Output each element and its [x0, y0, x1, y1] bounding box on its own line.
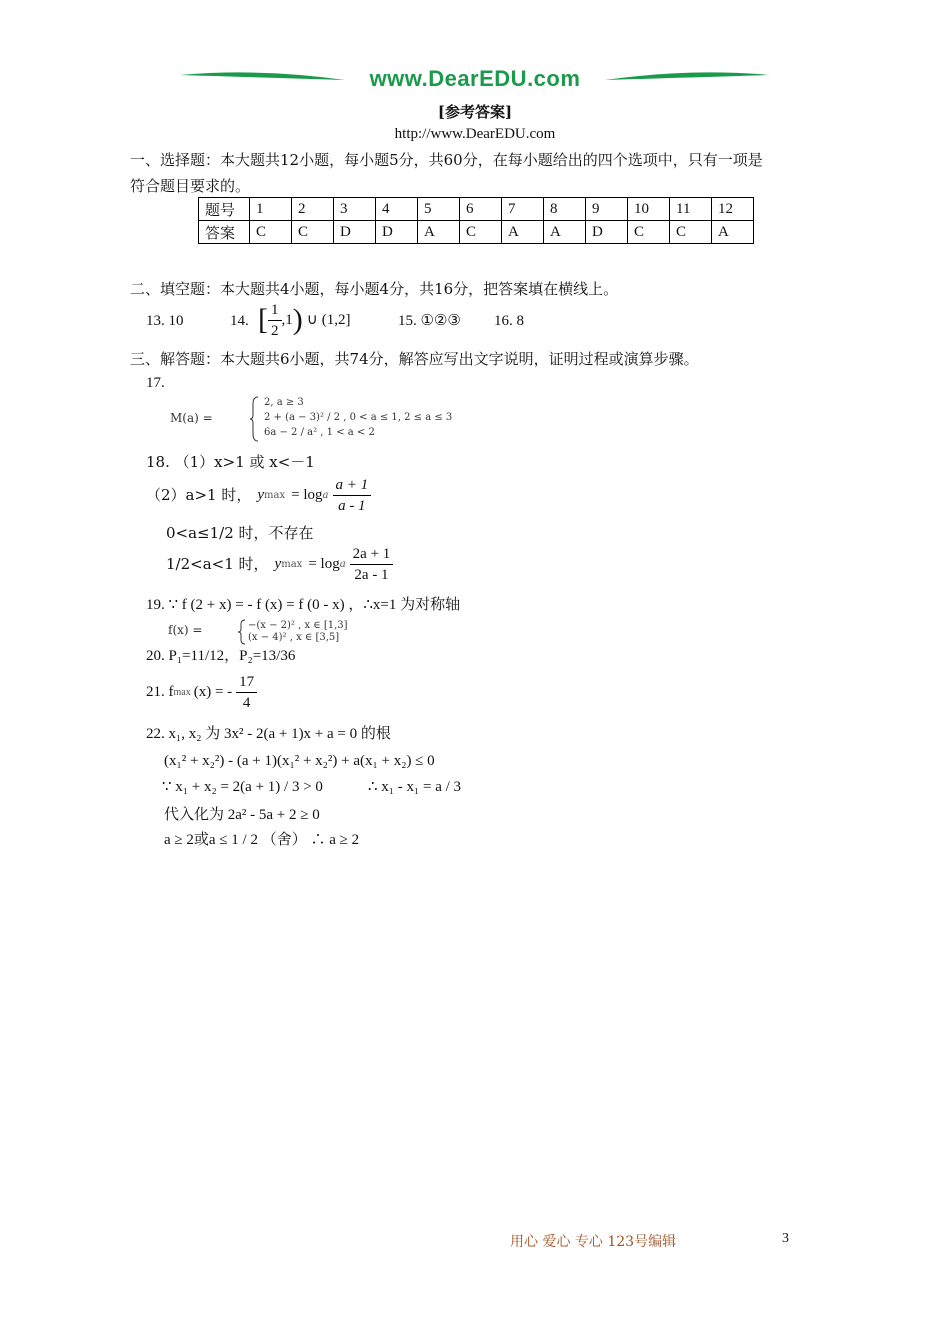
max-subscript: max	[281, 558, 303, 570]
left-bracket: [	[258, 303, 268, 336]
table-cell: C	[460, 221, 502, 244]
union-symbol: ∪	[306, 312, 318, 328]
table-cell: 5	[418, 198, 460, 221]
fraction	[268, 300, 282, 341]
table-cell: A	[418, 221, 460, 244]
q18-part1: 18. （1）x>1 或 x<－1	[146, 453, 315, 471]
table-cell: C	[250, 221, 292, 244]
q19-case-1: −(x − 2)² , x ∈ [1,3]	[248, 620, 348, 631]
q19-condition: 19. ∵ f (2 + x) = - f (x) = f (0 - x) ，	[146, 597, 364, 613]
answer-15: 15. ①②③	[398, 313, 461, 329]
answer-14-label: 14.	[230, 313, 249, 329]
q19-piecewise	[168, 619, 488, 645]
q22-line3b: ∴ x₁ - x₁ = a / 3	[368, 779, 462, 795]
q22-line5: a ≥ 2或a ≤ 1 / 2 （舍） ∴ a ≥ 2	[164, 832, 360, 848]
table-cell: 10	[628, 198, 670, 221]
banner-text: www.DearEDU.com	[369, 66, 581, 91]
table-cell: 3	[334, 198, 376, 221]
y-symbol: y	[274, 556, 282, 572]
denominator: a - 1	[338, 497, 366, 514]
q17-lhs: M(a) =	[170, 411, 213, 425]
q20: 20. P₁=11/12，P₂=13/36	[146, 648, 296, 664]
table-cell: 9	[586, 198, 628, 221]
fraction	[333, 475, 372, 516]
q17-piecewise	[170, 396, 590, 442]
numerator: 2a + 1	[350, 544, 394, 565]
table-cell: 4	[376, 198, 418, 221]
table-cell: C	[670, 221, 712, 244]
table-cell: 8	[544, 198, 586, 221]
q17-case-2: 2 + (a − 3)² / 2 , 0 < a ≤ 1, 2 ≤ a ≤ 3	[264, 412, 453, 423]
fraction	[350, 544, 394, 585]
table-cell: 1	[250, 198, 292, 221]
table-cell: A	[712, 221, 754, 244]
max-subscript: max	[264, 489, 286, 501]
q21-mid: (x) = -	[193, 684, 233, 700]
q18-part3: 0<a≤1/2 时，不存在	[166, 524, 314, 542]
section1-line1: 一、选择题：本大题共12小题，每小题5分，共60分，在每小题给出的四个选项中，只有一项是	[130, 151, 763, 169]
denominator: 4	[242, 694, 251, 711]
section2-heading: 二、填空题：本大题共4小题，每小题4分，共16分，把答案填在横线上。	[130, 280, 619, 298]
footer-text: 用心 爱心 专心 123号编辑	[510, 1234, 677, 1250]
log-symbol: = log	[291, 487, 323, 503]
page-title: [参考答案]	[437, 103, 513, 121]
source-url[interactable]: http://www.DearEDU.com	[394, 126, 556, 142]
q19-conclusion: ∴x=1 为对称轴	[363, 597, 461, 613]
q18-part2-condition: （2）a>1 时，	[146, 486, 252, 504]
table-cell: 2	[292, 198, 334, 221]
answer-14-rest: ,1	[281, 312, 293, 328]
q18-part4	[166, 543, 393, 585]
q22-line1: 22. x₁, x₂ 为 3x² - 2(a + 1)x + a = 0 的根	[146, 726, 391, 742]
answer-14-interval: (1,2]	[321, 312, 351, 328]
denominator: 2a - 1	[354, 566, 389, 583]
log-base: a	[339, 558, 346, 570]
site-banner	[180, 66, 770, 92]
q21	[146, 670, 257, 714]
log-base: a	[322, 489, 329, 501]
answer-14-expression	[258, 300, 350, 340]
q22-line3a: ∵ x₁ + x₂ = 2(a + 1) / 3 > 0	[162, 779, 323, 795]
q18-part4-condition: 1/2<a<1 时，	[166, 555, 269, 573]
q19-case-2: (x − 4)² , x ∈ [3,5]	[248, 632, 340, 643]
table-row	[199, 198, 754, 221]
answer-13: 13. 10	[146, 313, 184, 329]
section1-line2: 符合题目要求的。	[130, 177, 251, 195]
table-header-cell: 题号	[199, 198, 250, 221]
q17-case-1: 2, a ≥ 3	[264, 397, 304, 408]
right-paren: )	[292, 303, 303, 336]
table-cell: 12	[712, 198, 754, 221]
table-cell: A	[544, 221, 586, 244]
y-symbol: y	[257, 487, 265, 503]
q19-line	[146, 595, 460, 615]
q21-f: 21. f	[146, 684, 174, 700]
table-cell: D	[334, 221, 376, 244]
q22-line4: 代入化为 2a² - 5a + 2 ≥ 0	[164, 807, 320, 823]
numerator: 1	[268, 300, 282, 321]
left-brace-icon	[238, 619, 246, 645]
fraction	[236, 672, 257, 713]
numerator: a + 1	[333, 475, 372, 496]
q19-lhs: f(x) =	[168, 623, 203, 637]
table-cell: D	[376, 221, 418, 244]
table-cell: C	[292, 221, 334, 244]
log-symbol: = log	[308, 556, 340, 572]
q17-label: 17.	[146, 375, 165, 391]
table-header-cell: 答案	[199, 221, 250, 244]
table-cell: D	[586, 221, 628, 244]
table-row	[199, 221, 754, 244]
q17-case-3: 6a − 2 / a² , 1 < a < 2	[264, 427, 375, 438]
left-brace-icon	[250, 396, 260, 442]
section3-heading: 三、解答题：本大题共6小题，共74分，解答应写出文字说明，证明过程或演算步骤。	[130, 350, 699, 368]
table-cell: C	[628, 221, 670, 244]
table-cell: 11	[670, 198, 712, 221]
page-number: 3	[782, 1231, 789, 1246]
denominator: 2	[271, 322, 279, 339]
table-cell: 7	[502, 198, 544, 221]
q22-line2: (x₁² + x₂²) - (a + 1)(x₁² + x₂²) + a(x₁ + x₂) ≤ 0	[164, 753, 435, 769]
numerator: 17	[236, 672, 257, 693]
q18-part2	[146, 474, 371, 516]
table-cell: 6	[460, 198, 502, 221]
answer-table	[198, 197, 754, 244]
answer-16: 16. 8	[494, 313, 524, 329]
table-cell: A	[502, 221, 544, 244]
max-subscript: max	[173, 686, 191, 698]
